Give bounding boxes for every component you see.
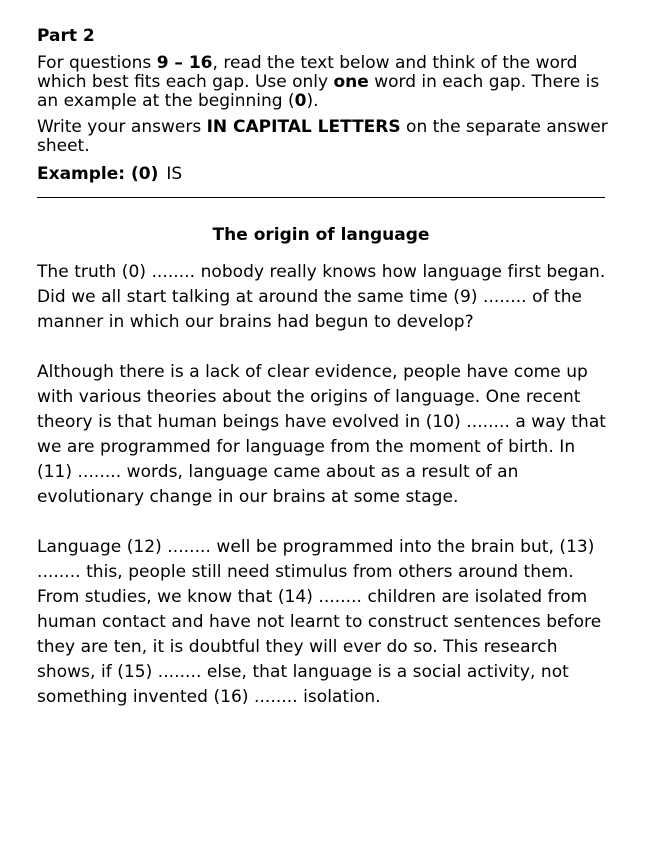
divider-line: [37, 197, 605, 198]
instruction-text: word in each gap. There is an example at the beginning (: [37, 72, 600, 111]
text-paragraph-2: Although there is a lack of clear evidence, people have come up with various theories about the origins of language. One recent theory is that human beings have evolved in (10) ........ a way that we are programmed for language from the moment of birth. In (11) ........ words, language came about as a result of an evolutionary change in our brains at some stage.: [37, 362, 607, 507]
example-line: [37, 163, 617, 185]
instruction-text: For questions: [37, 53, 157, 73]
example-label: Example: (0): [37, 164, 159, 184]
question-range: 9 – 16: [156, 53, 213, 73]
instruction-text: , read the text below and think of the word which best fits each gap. Use only: [37, 53, 578, 92]
exam-page: [37, 24, 617, 735]
instruction-text: Write your answers: [37, 117, 207, 137]
instruction-text: ).: [306, 91, 319, 111]
instruction-answer-sheet: [37, 118, 617, 156]
part-label: Part 2: [37, 26, 95, 46]
text-paragraph-1: The truth (0) ........ nobody really knows how language first began. Did we all start talking at around the same time (9) ........ of the manner in which our brains had begun to develop?: [37, 262, 606, 332]
example-number: 0: [294, 91, 307, 111]
example-answer: IS: [166, 164, 183, 184]
capital-letters-emphasis: IN CAPITAL LETTERS: [206, 117, 401, 137]
text-title: The origin of language: [212, 225, 430, 245]
instruction-gap-fill: [37, 54, 617, 111]
text-paragraph-3: Language (12) ........ well be programmed into the brain but, (13) ........ this, people still need stimulus from others around them. From studies, we know that (14) ........ children are isolated from human contact and have not learnt to construct sentences before they are ten, it is doubtful they will ever do so. This research shows, if (15) ........ else, that language is a social activity, not something invented (16) ........ isolation.: [37, 537, 602, 707]
one-word-emphasis: one: [333, 72, 369, 92]
instruction-text: on the separate answer sheet.: [37, 117, 608, 156]
